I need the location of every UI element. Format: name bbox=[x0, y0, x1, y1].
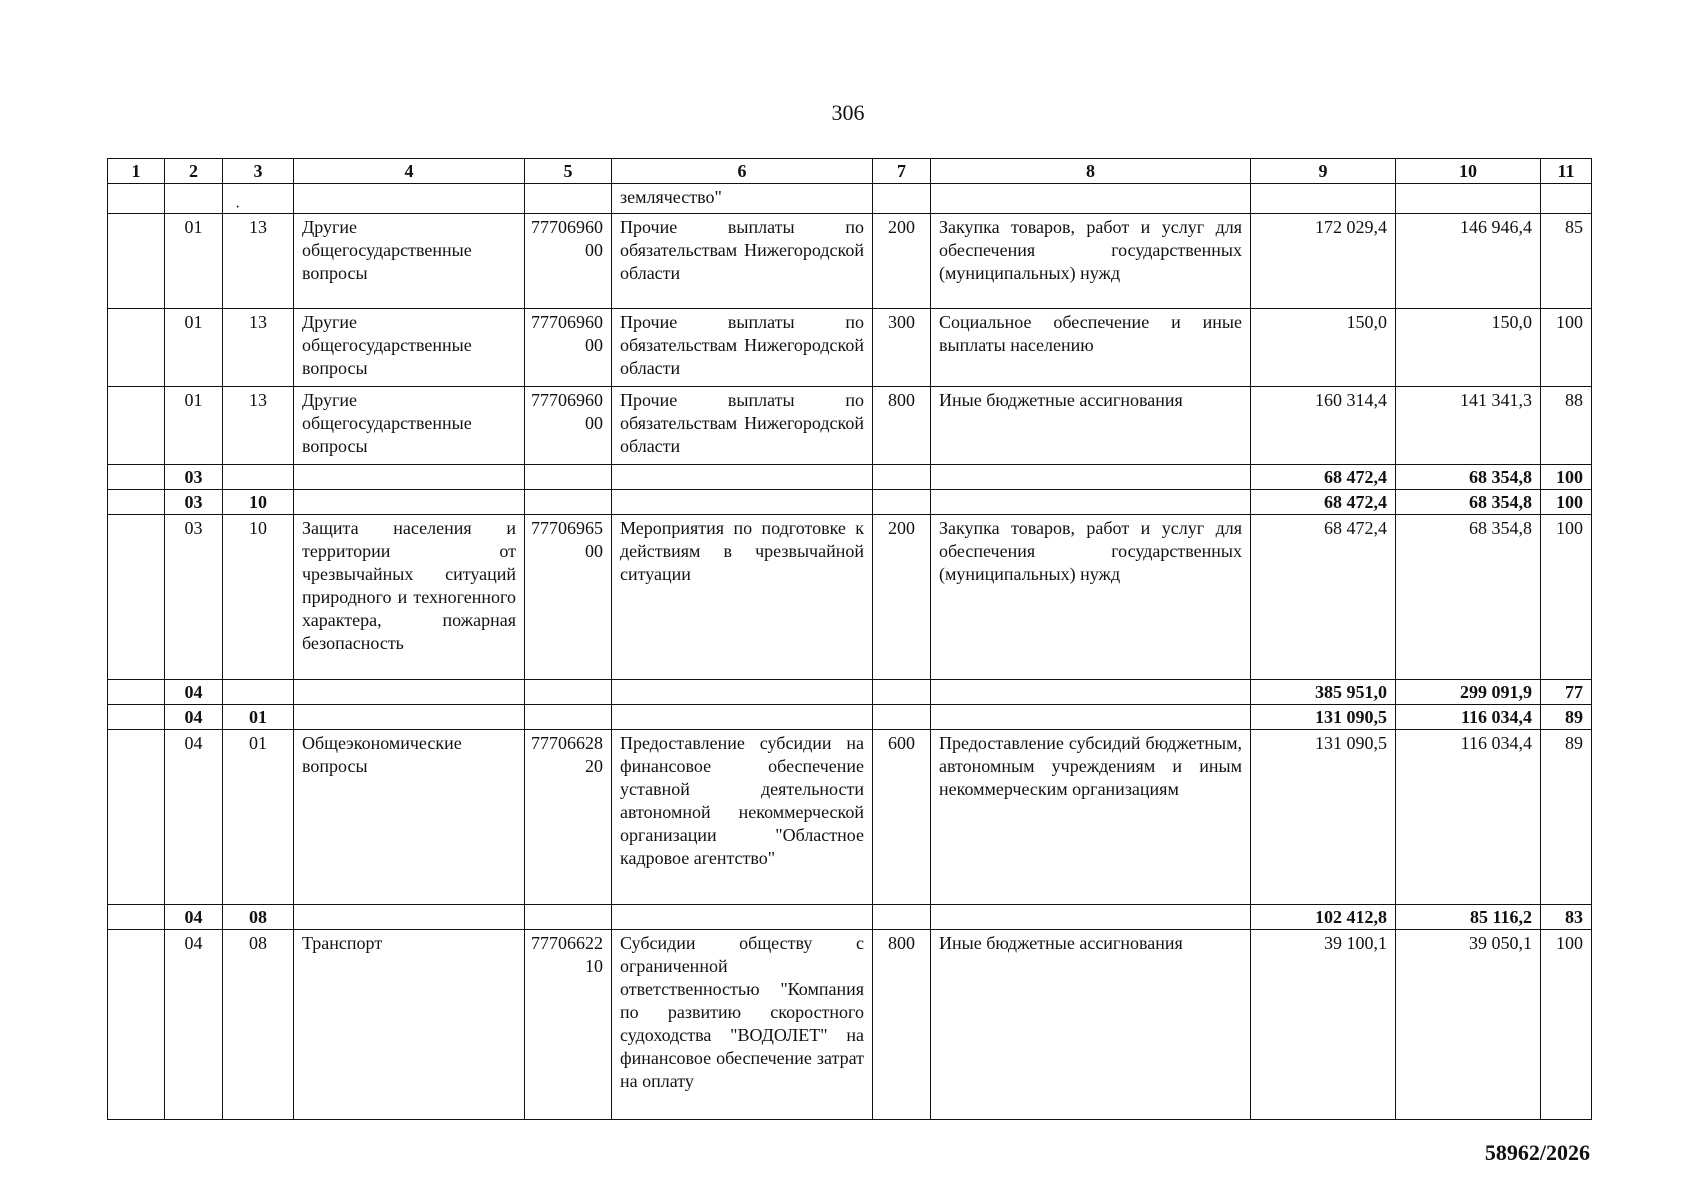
cell-expense-type bbox=[873, 705, 931, 730]
cell-subsection: 13 bbox=[223, 387, 294, 465]
cell bbox=[931, 184, 1251, 214]
cell-section: 04 bbox=[165, 905, 223, 930]
cell-expense-type bbox=[873, 465, 931, 490]
cell-section-name: Другие общегосударственные вопросы bbox=[294, 309, 525, 387]
cell-expense-type: 200 bbox=[873, 515, 931, 680]
cell-executed: 68 354,8 bbox=[1396, 515, 1541, 680]
header-row bbox=[108, 159, 1592, 184]
cell-planned: 68 472,4 bbox=[1251, 465, 1396, 490]
cell-description bbox=[612, 465, 873, 490]
cell-description bbox=[612, 490, 873, 515]
cell-section: 04 bbox=[165, 680, 223, 705]
cell bbox=[108, 214, 165, 309]
cell-target-code: 7770696500 bbox=[525, 515, 612, 680]
cell-percent: 100 bbox=[1541, 930, 1592, 1120]
cell-planned: 150,0 bbox=[1251, 309, 1396, 387]
cell-percent: 88 bbox=[1541, 387, 1592, 465]
cell-section: 01 bbox=[165, 309, 223, 387]
cell-executed: 146 946,4 bbox=[1396, 214, 1541, 309]
cell-section-name: Другие общегосударственные вопросы bbox=[294, 387, 525, 465]
cell-description: Прочие выплаты по обязательствам Нижегородской области bbox=[612, 387, 873, 465]
cell-expense-name bbox=[931, 490, 1251, 515]
cell-percent: 100 bbox=[1541, 309, 1592, 387]
cell bbox=[108, 515, 165, 680]
table-row bbox=[108, 515, 1592, 680]
cell-section-name bbox=[294, 680, 525, 705]
cell-section: 03 bbox=[165, 490, 223, 515]
cell-percent: 89 bbox=[1541, 705, 1592, 730]
cell-description bbox=[612, 905, 873, 930]
cell-executed: 85 116,2 bbox=[1396, 905, 1541, 930]
cell-description bbox=[612, 705, 873, 730]
cell-expense-type bbox=[873, 680, 931, 705]
cell bbox=[873, 184, 931, 214]
cell-description: Мероприятия по подготовке к действиям в чрезвычайной ситуации bbox=[612, 515, 873, 680]
cell-executed: 116 034,4 bbox=[1396, 705, 1541, 730]
cell bbox=[108, 465, 165, 490]
cell bbox=[294, 184, 525, 214]
column-header: 3 bbox=[223, 159, 294, 184]
cell-target-code: 7770696000 bbox=[525, 387, 612, 465]
cell bbox=[108, 730, 165, 905]
cell-expense-name: Закупка товаров, работ и услуг для обеспечения государственных (муниципальных) нужд bbox=[931, 515, 1251, 680]
column-header: 5 bbox=[525, 159, 612, 184]
cell bbox=[1251, 184, 1396, 214]
summary-row bbox=[108, 705, 1592, 730]
cell bbox=[1396, 184, 1541, 214]
cell-section: 01 bbox=[165, 214, 223, 309]
cell-subsection bbox=[223, 465, 294, 490]
cell-subsection bbox=[223, 680, 294, 705]
column-header: 11 bbox=[1541, 159, 1592, 184]
table-row bbox=[108, 309, 1592, 387]
cell-expense-name: Иные бюджетные ассигнования bbox=[931, 930, 1251, 1120]
column-header: 4 bbox=[294, 159, 525, 184]
cell-expense-name bbox=[931, 680, 1251, 705]
cell-target-code bbox=[525, 705, 612, 730]
cell-percent: 83 bbox=[1541, 905, 1592, 930]
cell-executed: 141 341,3 bbox=[1396, 387, 1541, 465]
cell bbox=[108, 387, 165, 465]
budget-table bbox=[107, 158, 1592, 1120]
cell-section: 01 bbox=[165, 387, 223, 465]
cell-section: 04 bbox=[165, 705, 223, 730]
summary-row bbox=[108, 680, 1592, 705]
cell-expense-type: 800 bbox=[873, 387, 931, 465]
cell-section-name: Транспорт bbox=[294, 930, 525, 1120]
cell bbox=[525, 184, 612, 214]
cell-section: 04 bbox=[165, 930, 223, 1120]
cell-description: Субсидии обществу с ограниченной ответственностью "Компания по развитию скоростного судоходства "ВОДОЛЕТ" на финансовое обеспечение затрат на оплату bbox=[612, 930, 873, 1120]
summary-row bbox=[108, 465, 1592, 490]
stray-mark: · bbox=[235, 199, 241, 214]
cell-planned: 131 090,5 bbox=[1251, 705, 1396, 730]
cell bbox=[165, 184, 223, 214]
cell-description: землячество" bbox=[612, 184, 873, 214]
cell-section-name bbox=[294, 490, 525, 515]
cell-section-name bbox=[294, 465, 525, 490]
cell-expense-name bbox=[931, 905, 1251, 930]
cell-planned: 385 951,0 bbox=[1251, 680, 1396, 705]
cell-section-name bbox=[294, 905, 525, 930]
cell bbox=[108, 680, 165, 705]
cell-subsection: 13 bbox=[223, 309, 294, 387]
cell-target-code: 7770662210 bbox=[525, 930, 612, 1120]
cell-description: Предоставление субсидии на финансовое обеспечение уставной деятельности автономной некоммерческой организации "Областное кадровое агентство" bbox=[612, 730, 873, 905]
cell-percent: 85 bbox=[1541, 214, 1592, 309]
cell-executed: 150,0 bbox=[1396, 309, 1541, 387]
cell-planned: 172 029,4 bbox=[1251, 214, 1396, 309]
cell-expense-type bbox=[873, 905, 931, 930]
cell-description bbox=[612, 680, 873, 705]
continuation-row bbox=[108, 184, 1592, 214]
cell-target-code bbox=[525, 490, 612, 515]
table-row bbox=[108, 930, 1592, 1120]
column-header: 10 bbox=[1396, 159, 1541, 184]
cell-expense-type: 200 bbox=[873, 214, 931, 309]
cell-planned: 160 314,4 bbox=[1251, 387, 1396, 465]
cell-executed: 299 091,9 bbox=[1396, 680, 1541, 705]
cell bbox=[108, 905, 165, 930]
cell-expense-name: Предоставление субсидий бюджетным, автономным учреждениям и иным некоммерческим организациям bbox=[931, 730, 1251, 905]
column-header: 8 bbox=[931, 159, 1251, 184]
cell-planned: 102 412,8 bbox=[1251, 905, 1396, 930]
summary-row bbox=[108, 490, 1592, 515]
cell-target-code: 7770662820 bbox=[525, 730, 612, 905]
cell bbox=[108, 309, 165, 387]
cell-percent: 100 bbox=[1541, 465, 1592, 490]
cell-executed: 68 354,8 bbox=[1396, 465, 1541, 490]
cell-expense-name: Социальное обеспечение и иные выплаты населению bbox=[931, 309, 1251, 387]
cell bbox=[108, 930, 165, 1120]
cell bbox=[1541, 184, 1592, 214]
cell-subsection: 08 bbox=[223, 930, 294, 1120]
cell-expense-name: Закупка товаров, работ и услуг для обеспечения государственных (муниципальных) нужд bbox=[931, 214, 1251, 309]
cell-target-code bbox=[525, 680, 612, 705]
cell-expense-name: Иные бюджетные ассигнования bbox=[931, 387, 1251, 465]
cell-percent: 77 bbox=[1541, 680, 1592, 705]
column-header: 1 bbox=[108, 159, 165, 184]
cell-expense-name bbox=[931, 705, 1251, 730]
cell-planned: 39 100,1 bbox=[1251, 930, 1396, 1120]
cell-subsection: 13 bbox=[223, 214, 294, 309]
cell-executed: 116 034,4 bbox=[1396, 730, 1541, 905]
summary-row bbox=[108, 905, 1592, 930]
cell-planned: 68 472,4 bbox=[1251, 515, 1396, 680]
cell-section-name: Общеэкономические вопросы bbox=[294, 730, 525, 905]
cell-expense-type: 800 bbox=[873, 930, 931, 1120]
cell-section-name: Защита населения и территории от чрезвычайных ситуаций природного и техногенного характера, пожарная безопасность bbox=[294, 515, 525, 680]
cell-description: Прочие выплаты по обязательствам Нижегородской области bbox=[612, 309, 873, 387]
column-header: 6 bbox=[612, 159, 873, 184]
cell-expense-type: 300 bbox=[873, 309, 931, 387]
cell-subsection: 10 bbox=[223, 515, 294, 680]
cell-section: 03 bbox=[165, 515, 223, 680]
cell-percent: 89 bbox=[1541, 730, 1592, 905]
cell-subsection: 08 bbox=[223, 905, 294, 930]
cell-section-name bbox=[294, 705, 525, 730]
cell-subsection: 01 bbox=[223, 730, 294, 905]
cell-target-code bbox=[525, 465, 612, 490]
page-number: 306 bbox=[831, 100, 865, 125]
cell-planned: 68 472,4 bbox=[1251, 490, 1396, 515]
cell-percent: 100 bbox=[1541, 490, 1592, 515]
cell bbox=[108, 705, 165, 730]
column-header: 7 bbox=[873, 159, 931, 184]
column-header: 9 bbox=[1251, 159, 1396, 184]
table-row bbox=[108, 387, 1592, 465]
cell-executed: 39 050,1 bbox=[1396, 930, 1541, 1120]
cell-expense-name bbox=[931, 465, 1251, 490]
cell bbox=[108, 184, 165, 214]
table-row bbox=[108, 730, 1592, 905]
column-header: 2 bbox=[165, 159, 223, 184]
cell-target-code bbox=[525, 905, 612, 930]
cell-section: 04 bbox=[165, 730, 223, 905]
cell-percent: 100 bbox=[1541, 515, 1592, 680]
cell-executed: 68 354,8 bbox=[1396, 490, 1541, 515]
cell-section: 03 bbox=[165, 465, 223, 490]
table-row bbox=[108, 214, 1592, 309]
cell-target-code: 7770696000 bbox=[525, 214, 612, 309]
cell-description: Прочие выплаты по обязательствам Нижегородской области bbox=[612, 214, 873, 309]
cell-expense-type bbox=[873, 490, 931, 515]
cell-subsection: 01 bbox=[223, 705, 294, 730]
cell-subsection: 10 bbox=[223, 490, 294, 515]
cell bbox=[108, 490, 165, 515]
cell-target-code: 7770696000 bbox=[525, 309, 612, 387]
cell-section-name: Другие общегосударственные вопросы bbox=[294, 214, 525, 309]
cell-planned: 131 090,5 bbox=[1251, 730, 1396, 905]
cell bbox=[223, 184, 294, 214]
cell-expense-type: 600 bbox=[873, 730, 931, 905]
document-number: 58962/2026 bbox=[1484, 1140, 1590, 1165]
